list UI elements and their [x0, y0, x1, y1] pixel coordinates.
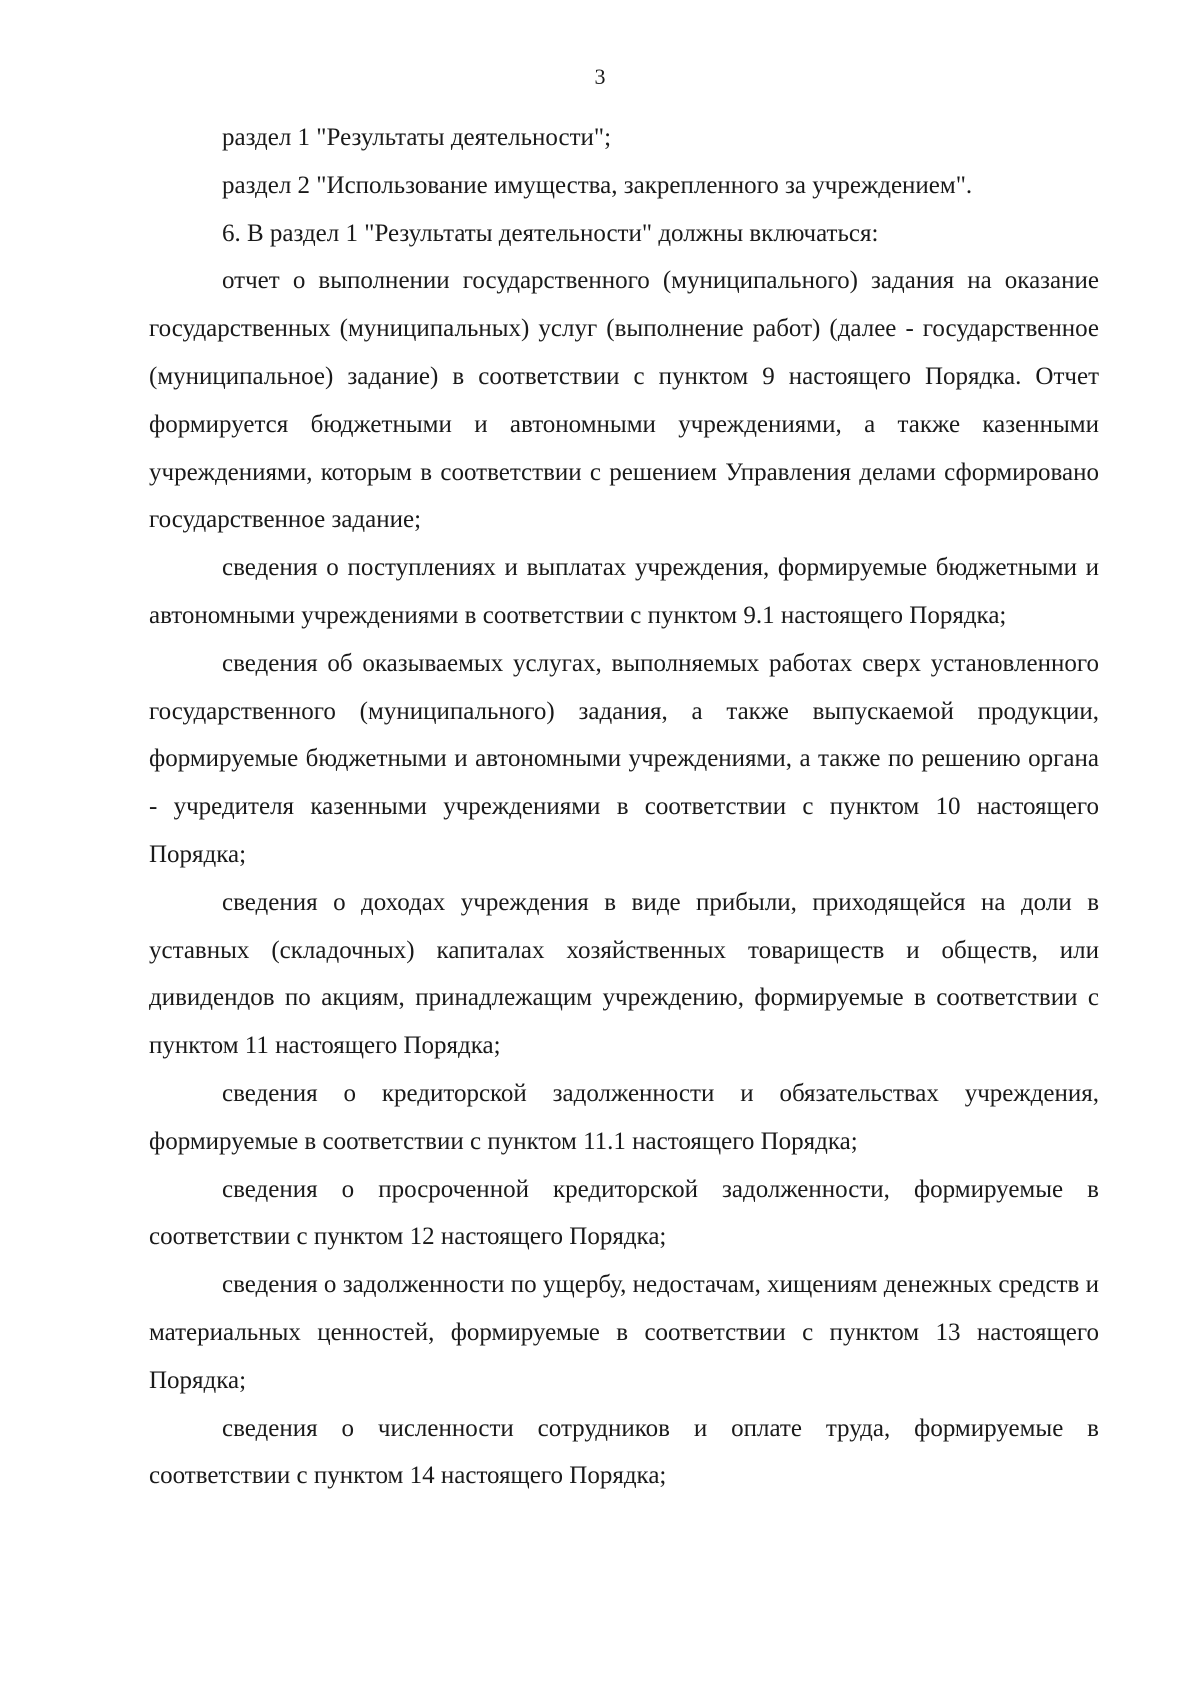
- paragraph-section-2: раздел 2 "Использование имущества, закрепленного за учреждением".: [222, 171, 973, 199]
- paragraph-services-beyond-task: сведения об оказываемых услугах, выполняемых работах сверх установленного государственного (муниципального) задания, а также выпускаемой продукции, формируемые бюджетными и автономными учреждениями, а также по решению органа - учредителя казенными учреждениями в соответствии с пунктом 10 настоящего Порядка;: [149, 649, 1099, 868]
- paragraph-staff-payroll: сведения о численности сотрудников и оплате труда, формируемые в соответствии с пунктом 14 настоящего Порядка;: [149, 1414, 1099, 1490]
- paragraph-item-6: 6. В раздел 1 "Результаты деятельности" должны включаться:: [222, 219, 879, 247]
- document-body: [149, 114, 1099, 1500]
- paragraph-receipts-payments: сведения о поступлениях и выплатах учреждения, формируемые бюджетными и автономными учреждениями в соответствии с пунктом 9.1 настоящего Порядка;: [149, 554, 1099, 629]
- paragraph-payables-obligations: сведения о кредиторской задолженности и обязательствах учреждения, формируемые в соответствии с пунктом 11.1 настоящего Порядка;: [149, 1079, 1099, 1155]
- paragraph-profit-dividends: сведения о доходах учреждения в виде прибыли, приходящейся на доли в уставных (складочных) капиталах хозяйственных товариществ и обществ, или дивидендов по акциям, принадлежащим учреждению, формируемые в соответствии с пунктом 11 настоящего Порядка;: [149, 888, 1099, 1060]
- paragraph-damage-shortages: сведения о задолженности по ущербу, недостачам, хищениям денежных средств и материальных ценностей, формируемые в соответствии с пунктом 13 настоящего Порядка;: [149, 1271, 1099, 1394]
- page-number: 3: [594, 64, 606, 89]
- paragraph-section-1: раздел 1 "Результаты деятельности";: [222, 124, 612, 151]
- paragraph-overdue-payables: сведения о просроченной кредиторской задолженности, формируемые в соответствии с пунктом 12 настоящего Порядка;: [149, 1175, 1099, 1251]
- paragraph-state-task-report: отчет о выполнении государственного (муниципального) задания на оказание государственных (муниципальных) услуг (выполнение работ) (далее - государственное (муниципальное) задание) в соответствии с пунктом 9 настоящего Порядка. Отчет формируется бюджетными и автономными учреждениями, а также казенными учреждениями, которым в соответствии с решением Управления делами сформировано государственное задание;: [149, 267, 1099, 534]
